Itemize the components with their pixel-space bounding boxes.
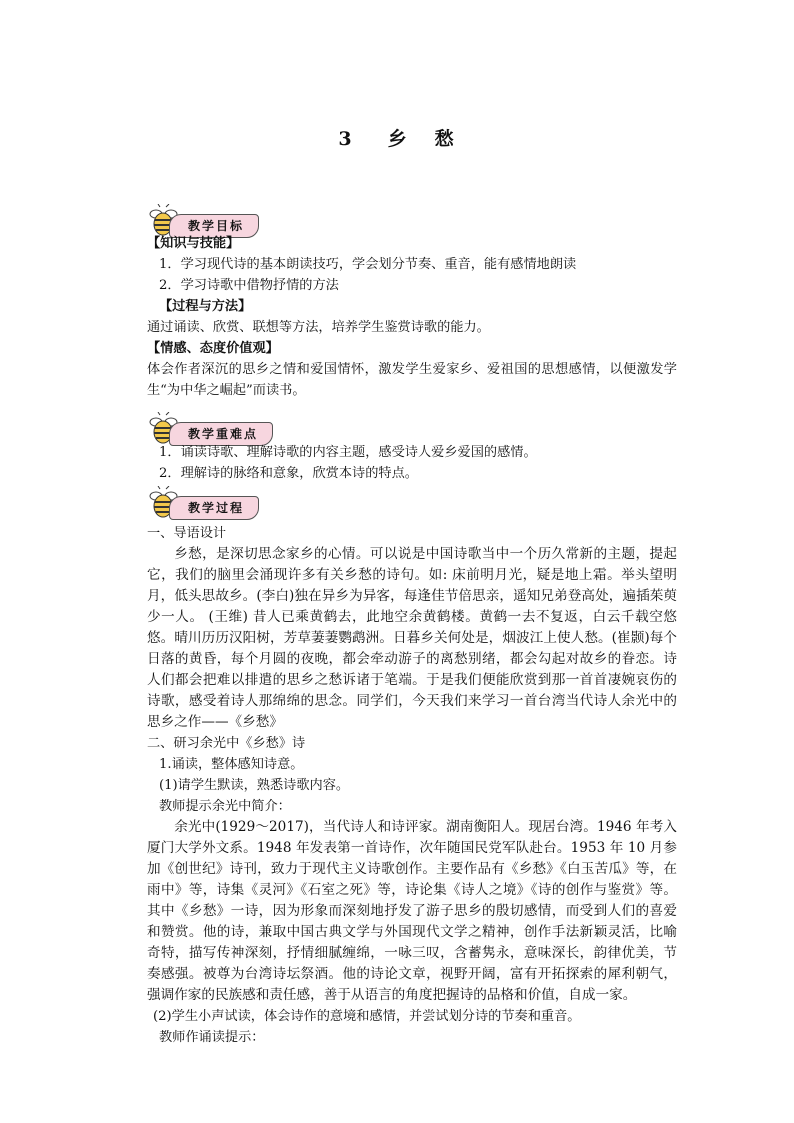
keypoints-block	[147, 442, 677, 484]
process-heading-intro: 一、导语设计	[147, 526, 227, 541]
title-char-2: 愁	[434, 128, 456, 150]
author-bio-paragraph: 余光中(1929～2017)，当代诗人和诗评家。湖南衡阳人。现居台湾。1946 年考入厦门大学外文系。1948 年发表第一首诗作，次年随国民党军队赴台。1953 年 10 月参加《创世纪》诗刊，致力于现代主义诗歌创作。主要作品有《乡愁》《白玉苦瓜》等，在雨中》等，诗集《灵河》《石室之死》等，诗论集《诗人之境》《诗的创作与鉴赏》等。其中《乡愁》一诗，因为形象而深刻地抒发了游子思乡的殷切感情，而受到人们的喜爱和赞赏。他的诗，兼取中国古典文学与外国现代文学之精神，创作手法新颖灵活，比喻奇特，描写传神深刻，抒情细腻缠绵，一咏三叹，含蓄隽永，意味深长，韵律优美，节奏感强。被尊为台湾诗坛祭酒。他的诗论文章，视野开阔，富有开拓探索的犀利朝气，强调作家的民族感和责任感，善于从语言的角度把握诗的品格和价值，自成一家。	[147, 819, 677, 1003]
objectives-block	[147, 233, 677, 401]
objectives-heading-knowledge: 【知识与技能】	[147, 236, 240, 251]
section-label-process: 教学过程	[169, 496, 259, 520]
section-label-keypoints: 教学重难点	[169, 422, 273, 446]
process-teacher-note: 教师提示余光中简介：	[159, 799, 291, 814]
objectives-item-1: 1．学习现代诗的基本朗读技巧，学会划分节奏、重音，能有感情地朗读	[159, 257, 577, 272]
page-title	[0, 124, 794, 151]
process-step-1a: (1)请学生默读，熟悉诗歌内容。	[159, 778, 350, 793]
title-char-1: 乡	[387, 128, 409, 150]
keypoints-item-2: 2．理解诗的脉络和意象，欣赏本诗的特点。	[159, 466, 418, 481]
objectives-item-3: 通过诵读、欣赏、联想等方法，培养学生鉴赏诗歌的能力。	[147, 320, 490, 335]
objectives-item-4: 体会作者深沉的思乡之情和爱国情怀，激发学生爱家乡、爱祖国的思想感情，以便激发学生“为中华之崛起”而读书。	[147, 362, 677, 398]
process-block	[147, 523, 677, 1048]
objectives-heading-process: 【过程与方法】	[159, 299, 252, 314]
section-header-process	[147, 486, 277, 524]
objectives-heading-emotion: 【情感、态度价值观】	[147, 341, 279, 356]
process-intro-paragraph: 乡愁，是深切思念家乡的心情。可以说是中国诗歌当中一个历久常新的主题，提起它，我们的脑里会涌现许多有关乡愁的诗句。如: 床前明月光，疑是地上霜。举头望明月，低头思故乡。(李白)独在异乡为异客，每逢佳节倍思亲，遥知兄弟登高处，遍插茱萸少一人。 (王维) 昔人已乘黄鹤去，此地空余黄鹤楼。黄鹤一去不复返，白云千载空悠悠。晴川历历汉阳树，芳草萋萋鹦鹉洲。日暮乡关何处是，烟波江上使人愁。(崔颢)每个日落的黄昏，每个月圆的夜晚，都会牵动游子的离愁别绪，都会勾起对故乡的眷恋。诗人们都会把难以排遣的思乡之愁诉诸于笔端。于是我们便能欣赏到那一首首凄婉哀伤的诗歌，感受着诗人那绵绵的思念。同学们，今天我们来学习一首台湾当代诗人余光中的思乡之作——《乡愁》	[147, 546, 677, 730]
process-step-1b: (2)学生小声试读，体会诗作的意境和感情，并尝试划分诗的节奏和重音。	[153, 1009, 581, 1024]
keypoints-item-1: 1．诵读诗歌、理解诗歌的内容主题，感受诗人爱乡爱国的感情。	[159, 445, 537, 460]
process-step-1: 1.诵读，整体感知诗意。	[159, 757, 304, 772]
section-label-objectives: 教学目标	[169, 214, 259, 238]
process-heading-study: 二、研习余光中《乡愁》诗	[147, 736, 306, 751]
process-reading-tips: 教师作诵读提示：	[159, 1030, 265, 1045]
lesson-number: 3	[338, 128, 354, 150]
objectives-item-2: 2．学习诗歌中借物抒情的方法	[159, 278, 339, 293]
